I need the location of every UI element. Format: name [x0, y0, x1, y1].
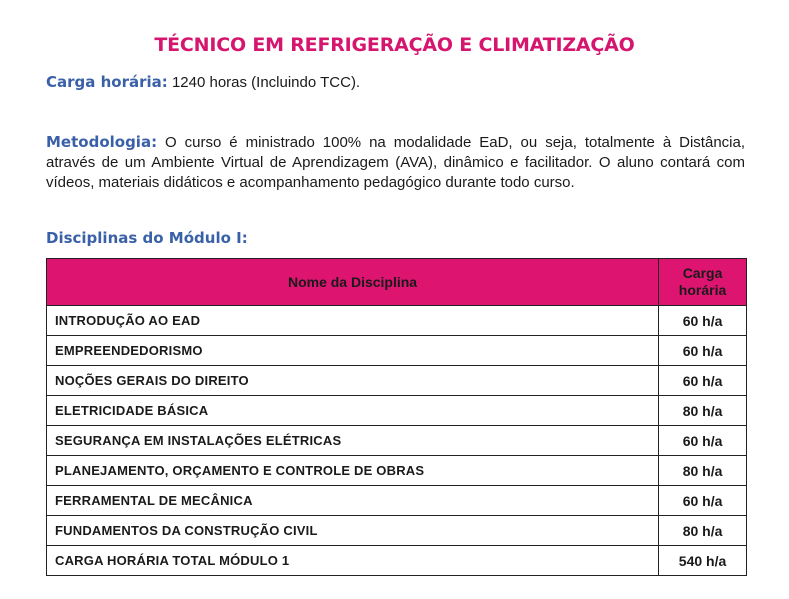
table-row [47, 516, 747, 546]
workload-label: Carga horária: [46, 73, 168, 91]
discipline-hours: 80 h/a [659, 396, 747, 426]
discipline-hours: 60 h/a [659, 486, 747, 516]
discipline-name: FERRAMENTAL DE MECÂNICA [47, 486, 659, 516]
workload-value: 1240 horas (Incluindo TCC). [167, 74, 361, 91]
discipline-name: NOÇÕES GERAIS DO DIREITO [47, 366, 659, 396]
total-row [47, 546, 747, 576]
total-hours: 540 h/a [659, 546, 747, 576]
table-row [47, 306, 747, 336]
header-workload-line2: horária [678, 282, 727, 298]
workload-line [46, 73, 360, 91]
discipline-hours: 80 h/a [659, 516, 747, 546]
discipline-name: PLANEJAMENTO, ORÇAMENTO E CONTROLE DE OBRAS [47, 456, 659, 486]
discipline-name: ELETRICIDADE BÁSICA [47, 396, 659, 426]
discipline-hours: 60 h/a [659, 306, 747, 336]
page-title: TÉCNICO EM REFRIGERAÇÃO E CLIMATIZAÇÃO [154, 34, 635, 56]
discipline-name: INTRODUÇÃO AO EAD [47, 306, 659, 336]
table-row [47, 426, 747, 456]
header-discipline-name: Nome da Disciplina [47, 259, 659, 306]
table-row [47, 456, 747, 486]
header-workload [659, 259, 747, 306]
header-workload-line1: Carga [682, 265, 723, 281]
discipline-name: EMPREENDEDORISMO [47, 336, 659, 366]
discipline-hours: 80 h/a [659, 456, 747, 486]
methodology-label: Metodologia: [46, 133, 158, 151]
table-row [47, 336, 747, 366]
discipline-name: SEGURANÇA EM INSTALAÇÕES ELÉTRICAS [47, 426, 659, 456]
methodology-paragraph [46, 132, 745, 193]
methodology-text: O curso é ministrado 100% na modalidade EaD, ou seja, totalmente à Distância, através de um Ambiente Virtual de Aprendizagem (AVA), dinâmico e facilitador. O aluno contará com vídeos, materiais didáticos e acompanhamento pedagógico durante todo curso. [46, 134, 745, 191]
discipline-name: FUNDAMENTOS DA CONSTRUÇÃO CIVIL [47, 516, 659, 546]
table-header-row [47, 259, 747, 306]
table-row [47, 366, 747, 396]
table-row [47, 486, 747, 516]
disciplines-table [46, 258, 747, 576]
total-label: CARGA HORÁRIA TOTAL MÓDULO 1 [47, 546, 659, 576]
module-heading: Disciplinas do Módulo I: [46, 229, 248, 247]
discipline-hours: 60 h/a [659, 426, 747, 456]
discipline-hours: 60 h/a [659, 366, 747, 396]
discipline-hours: 60 h/a [659, 336, 747, 366]
table-row [47, 396, 747, 426]
